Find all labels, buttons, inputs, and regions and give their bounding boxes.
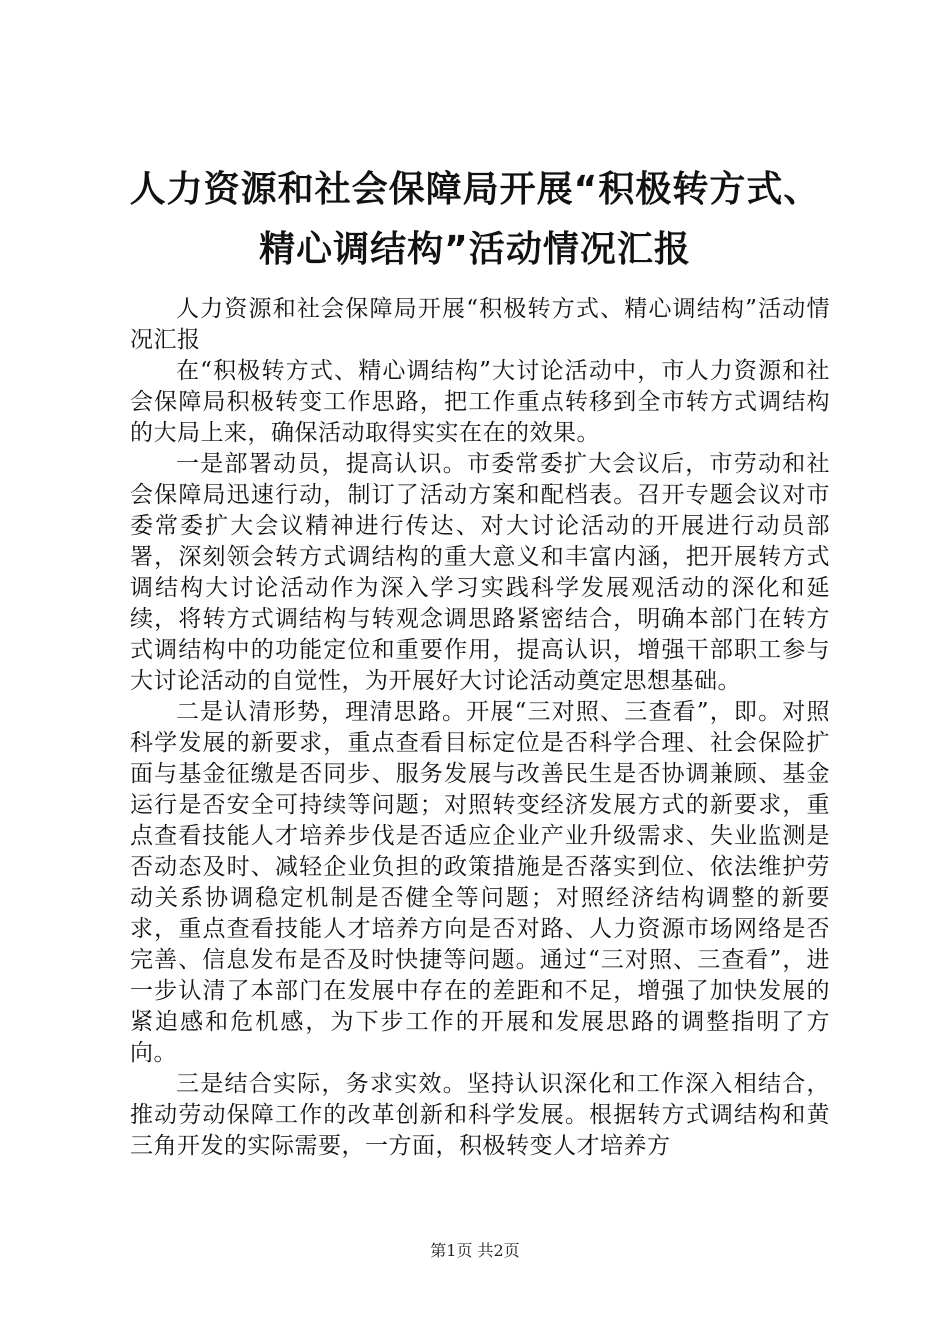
- document-body: [130, 294, 830, 1162]
- paragraph-heading-repeat: 人力资源和社会保障局开展“积极转方式、精心调结构”活动情况汇报: [130, 296, 830, 353]
- paragraph-section-two: 二是认清形势，理清思路。开展“三对照、三查看”，即。对照科学发展的新要求，重点查看目标定位是否科学合理、社会保险扩面与基金征缴是否同步、服务发展与改善民生是否协调兼顾、基金运行是否安全可持续等问题；对照转变经济发展方式的新要求，重点查看技能人才培养步伐是否适应企业产业升级需求、失业监测是否动态及时、减轻企业负担的政策措施是否落实到位、依法维护劳动关系协调稳定机制是否健全等问题；对照经济结构调整的新要求，重点查看技能人才培养方向是否对路、人力资源市场网络是否完善、信息发布是否及时快捷等问题。通过“三对照、三查看”，进一步认清了本部门在发展中存在的差距和不足，增强了加快发展的紧迫感和危机感，为下步工作的开展和发展思路的调整指明了方向。: [130, 699, 830, 1066]
- page-number-footer: 第1页 共2页: [430, 1241, 520, 1260]
- paragraph-intro: 在“积极转方式、精心调结构”大讨论活动中，市人力资源和社会保障局积极转变工作思路，把工作重点转移到全市转方式调结构的大局上来，确保活动取得实实在在的效果。: [130, 358, 830, 446]
- document-title: 人力资源和社会保障局开展“积极转方式、精心调结构”活动情况汇报: [129, 169, 821, 270]
- paragraph-section-one: 一是部署动员，提高认识。市委常委扩大会议后，市劳动和社会保障局迅速行动，制订了活动方案和配档表。召开专题会议对市委常委扩大会议精神进行传达、对大讨论活动的开展进行动员部署，深刻领会转方式调结构的重大意义和丰富内涵，把开展转方式调结构大讨论活动作为深入学习实践科学发展观活动的深化和延续，将转方式调结构与转观念调思路紧密结合，明确本部门在转方式调结构中的功能定位和重要作用，提高认识，增强干部职工参与大讨论活动的自觉性，为开展好大讨论活动奠定思想基础。: [130, 451, 830, 694]
- paragraph-section-three: 三是结合实际，务求实效。坚持认识深化和工作深入相结合，推动劳动保障工作的改革创新和科学发展。根据转方式调结构和黄三角开发的实际需要，一方面，积极转变人才培养方: [130, 1071, 830, 1159]
